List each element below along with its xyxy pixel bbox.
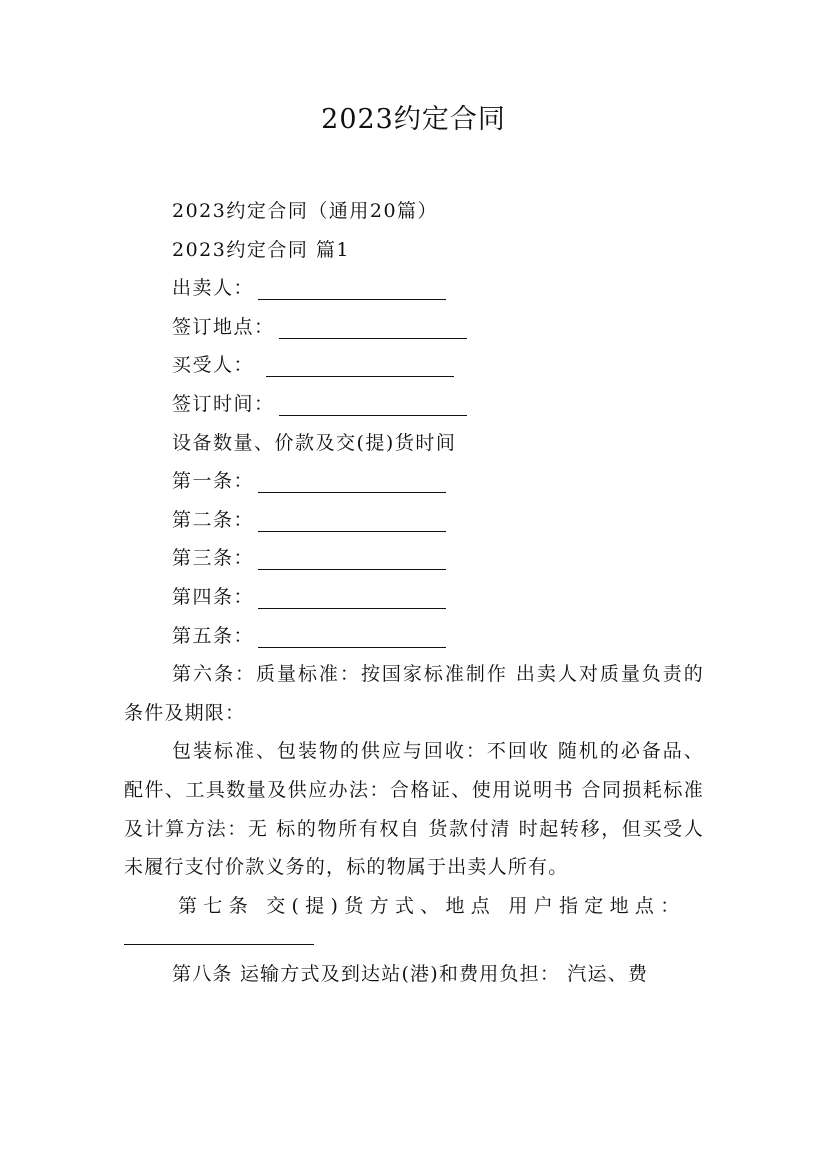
blank-line [279,391,467,416]
blank-line [258,584,446,609]
paragraph-packaging: 包装标准、包装物的供应与回收：不回收 随机的必备品、配件、工具数量及供应办法：合格证、使用说明书 合同损耗标准及计算方法：无 标的物所有权自 货款付清 时起转移，但买受人未履行支付价款义务的，标的物属于出卖人所有。 [124,740,704,879]
article-5 [124,617,704,656]
article-label: 第三条： [172,547,255,570]
field-label: 出卖人： [172,277,255,300]
field-label: 签订时间： [172,392,275,415]
heading-equipment: 设备数量、价款及交(提)货时间 [172,431,457,454]
field-sign-time [124,385,704,424]
field-label: 签订地点： [172,315,275,338]
document-subtitle: 2023约定合同（通用20篇） [172,200,439,222]
blank-line [258,623,446,648]
blank-line [258,545,446,570]
blank-line [266,352,454,377]
article-label: 第四条： [172,585,255,608]
blank-line [258,275,446,300]
article-label: 第一条： [172,470,255,493]
field-label: 买受人： [172,354,262,377]
paragraph-article-6: 第六条：质量标准：按国家标准制作 出卖人对质量负责的条件及期限： [124,663,704,724]
blank-line-delivery [124,925,314,945]
article-1 [124,462,704,501]
blank-line [258,468,446,493]
article-3 [124,539,704,578]
paragraph-article-7: 第七条 交(提)货方式、地点 用户指定地点： [178,894,686,917]
article-4 [124,578,704,617]
field-seller [124,269,704,308]
blank-line [279,314,467,339]
field-buyer [124,346,704,385]
field-sign-place [124,308,704,347]
article-label: 第五条： [172,624,255,647]
section-heading: 2023约定合同 篇1 [172,238,350,261]
article-2 [124,501,704,540]
paragraph-article-8: 第八条 运输方式及到达站(港)和费用负担： 汽运、费 [172,963,649,986]
document-title: 2023约定合同 [321,104,506,135]
article-label: 第二条： [172,508,255,531]
document-body [124,192,704,994]
blank-line [258,507,446,532]
